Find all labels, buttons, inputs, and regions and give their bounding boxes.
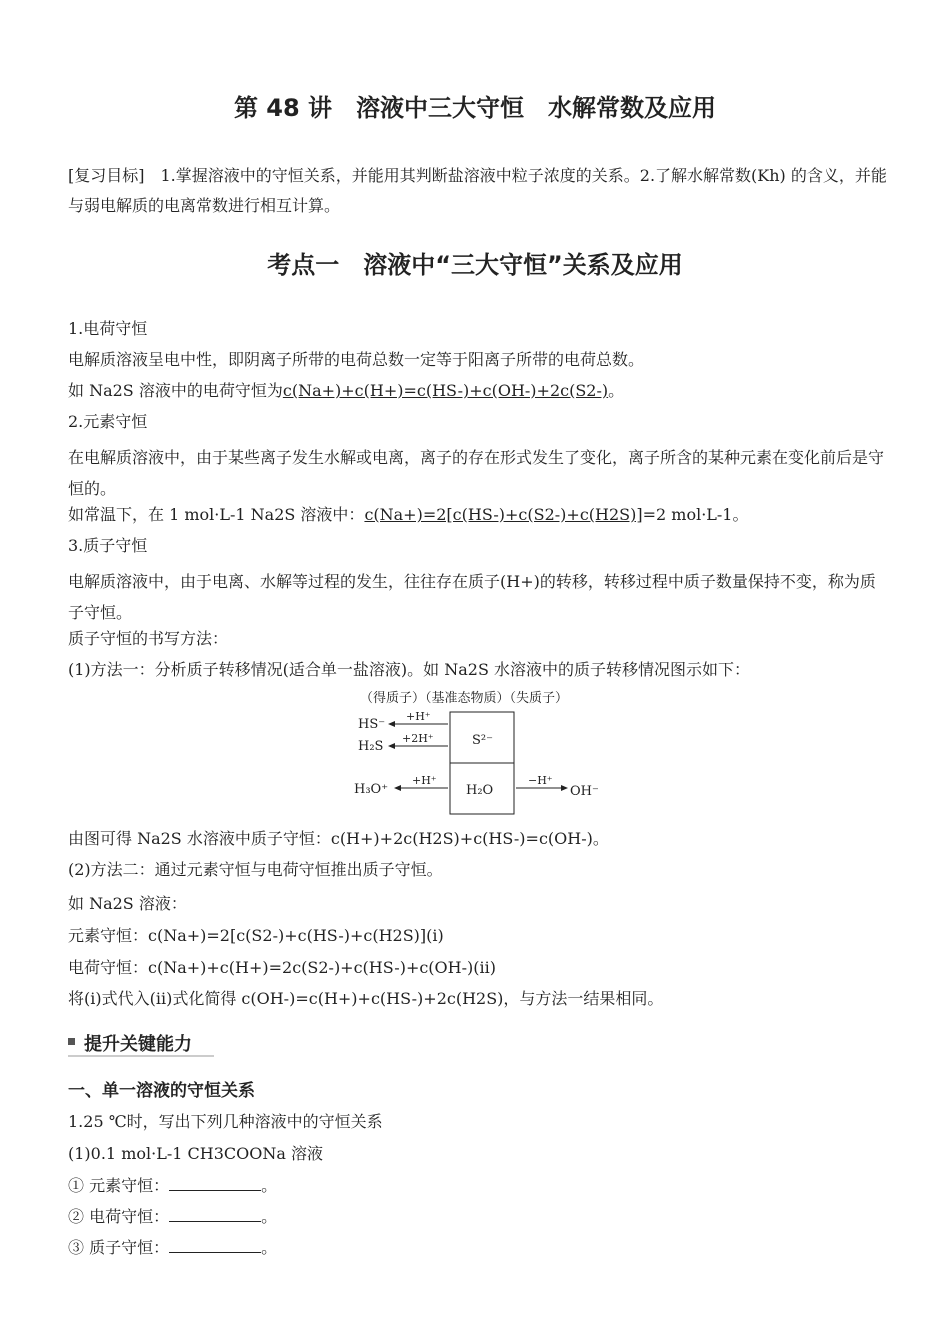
proton-combine: 将(ⅰ)式代入(ⅱ)式化简得 c(OH-)=c(H+)+c(HS-)+2c(H2S)，与方法一结果相同。	[68, 989, 664, 1008]
answer-item	[68, 1237, 888, 1259]
proton-charge-eq: 电荷守恒：c(Na+)+c(H+)=2c(S2-)+c(HS-)+c(OH-)(ⅱ)	[68, 958, 496, 977]
proton-method1: (1)方法一：分析质子转移情况(适合单一盐溶液)。如 Na2S 水溶液中的质子转移情况图示如下：	[68, 660, 751, 679]
species-oh: OH⁻	[570, 784, 599, 799]
section-title: 考点一 溶液中“三大守恒”关系及应用	[267, 251, 683, 279]
answer-end: 。	[261, 1207, 278, 1226]
charge-example-prefix: 如 Na2S 溶液中的电荷守恒为	[68, 381, 283, 400]
key-ability-underline	[68, 1055, 214, 1057]
review-tag: [复习目标]	[68, 166, 145, 185]
answer-end: 。	[261, 1238, 278, 1257]
arrow-hs-label: +H⁺	[406, 710, 431, 723]
proton-method2: (2)方法二：通过元素守恒与电荷守恒推出质子守恒。	[68, 860, 443, 879]
proton-element-eq: 元素守恒：c(Na+)=2[c(S2-)+c(HS-)+c(H2S)](ⅰ)	[68, 926, 444, 945]
arrow-oh-label: −H⁺	[528, 774, 553, 787]
page-title: 第 48 讲 溶液中三大守恒 水解常数及应用	[233, 94, 717, 122]
question-1-part1: (1)0.1 mol·L-1 CH3COONa 溶液	[68, 1144, 323, 1163]
diagram-header: （得质子）（基准态物质）（失质子）	[360, 691, 569, 706]
answer-end: 。	[261, 1176, 278, 1195]
subsection-heading: 一、单一溶液的守恒关系	[68, 1081, 255, 1101]
charge-example-suffix: 。	[608, 381, 625, 400]
answer-blank[interactable]	[169, 1238, 261, 1253]
box-h2o-label: H₂O	[466, 783, 494, 798]
answer-label: ② 电荷守恒：	[68, 1207, 170, 1226]
proton-conclusion: 由图可得 Na2S 水溶液中质子守恒：c(H+)+2c(H2S)+c(HS-)=c(OH-)。	[68, 829, 609, 848]
arrow-h3o-label: +H⁺	[412, 774, 437, 787]
proton-method-intro: 质子守恒的书写方法：	[68, 629, 229, 648]
proton-desc: 电解质溶液中，由于电离、水解等过程的发生，往往存在质子(H+)的转移，转移过程中质子数量保持不变，称为质子守恒。	[68, 572, 876, 622]
element-desc: 在电解质溶液中，由于某些离子发生水解或电离，离子的存在形式发生了变化，离子所含的某种元素在变化前后是守恒的。	[68, 448, 885, 498]
element-example	[68, 504, 888, 526]
question-1: 1.25 ℃时，写出下列几种溶液中的守恒关系	[68, 1112, 383, 1131]
answer-label: ③ 质子守恒：	[68, 1238, 170, 1257]
answer-item	[68, 1175, 888, 1197]
square-bullet-icon	[68, 1038, 75, 1045]
charge-heading: 1.电荷守恒	[68, 319, 148, 338]
charge-desc: 电解质溶液呈电中性，即阴离子所带的电荷总数一定等于阳离子所带的电荷总数。	[68, 350, 645, 369]
element-example-suffix: =2 mol·L-1。	[642, 505, 749, 524]
proton-transfer-diagram	[340, 686, 610, 816]
arrow-h2s-label: +2H⁺	[402, 732, 434, 745]
species-h3o: H₃O⁺	[354, 782, 389, 797]
species-h2s: H₂S	[358, 739, 384, 754]
key-ability-label: 提升关键能力	[84, 1034, 192, 1055]
element-example-prefix: 如常温下，在 1 mol·L-1 Na2S 溶液中：	[68, 505, 365, 524]
answer-label: ① 元素守恒：	[68, 1176, 170, 1195]
answer-blank[interactable]	[169, 1176, 261, 1191]
proton-heading: 3.质子守恒	[68, 536, 148, 555]
box-s2-label: S²⁻	[472, 733, 493, 748]
charge-example	[68, 380, 888, 402]
species-hs: HS⁻	[358, 717, 386, 732]
element-equation: c(Na+)=2[c(HS-)+c(S2-)+c(H2S)]	[364, 505, 643, 524]
charge-equation: c(Na+)+c(H+)=c(HS-)+c(OH-)+2c(S2-)	[282, 381, 609, 400]
answer-blank[interactable]	[169, 1207, 261, 1222]
proton-eg: 如 Na2S 溶液：	[68, 894, 187, 913]
review-goals	[68, 161, 888, 221]
key-ability-banner	[68, 1030, 214, 1056]
review-text: 1.掌握溶液中的守恒关系，并能用其判断盐溶液中粒子浓度的关系。2.了解水解常数(Kh) 的含义，并能与弱电解质的电离常数进行相互计算。	[68, 166, 887, 215]
element-heading: 2.元素守恒	[68, 412, 148, 431]
answer-item	[68, 1206, 888, 1228]
